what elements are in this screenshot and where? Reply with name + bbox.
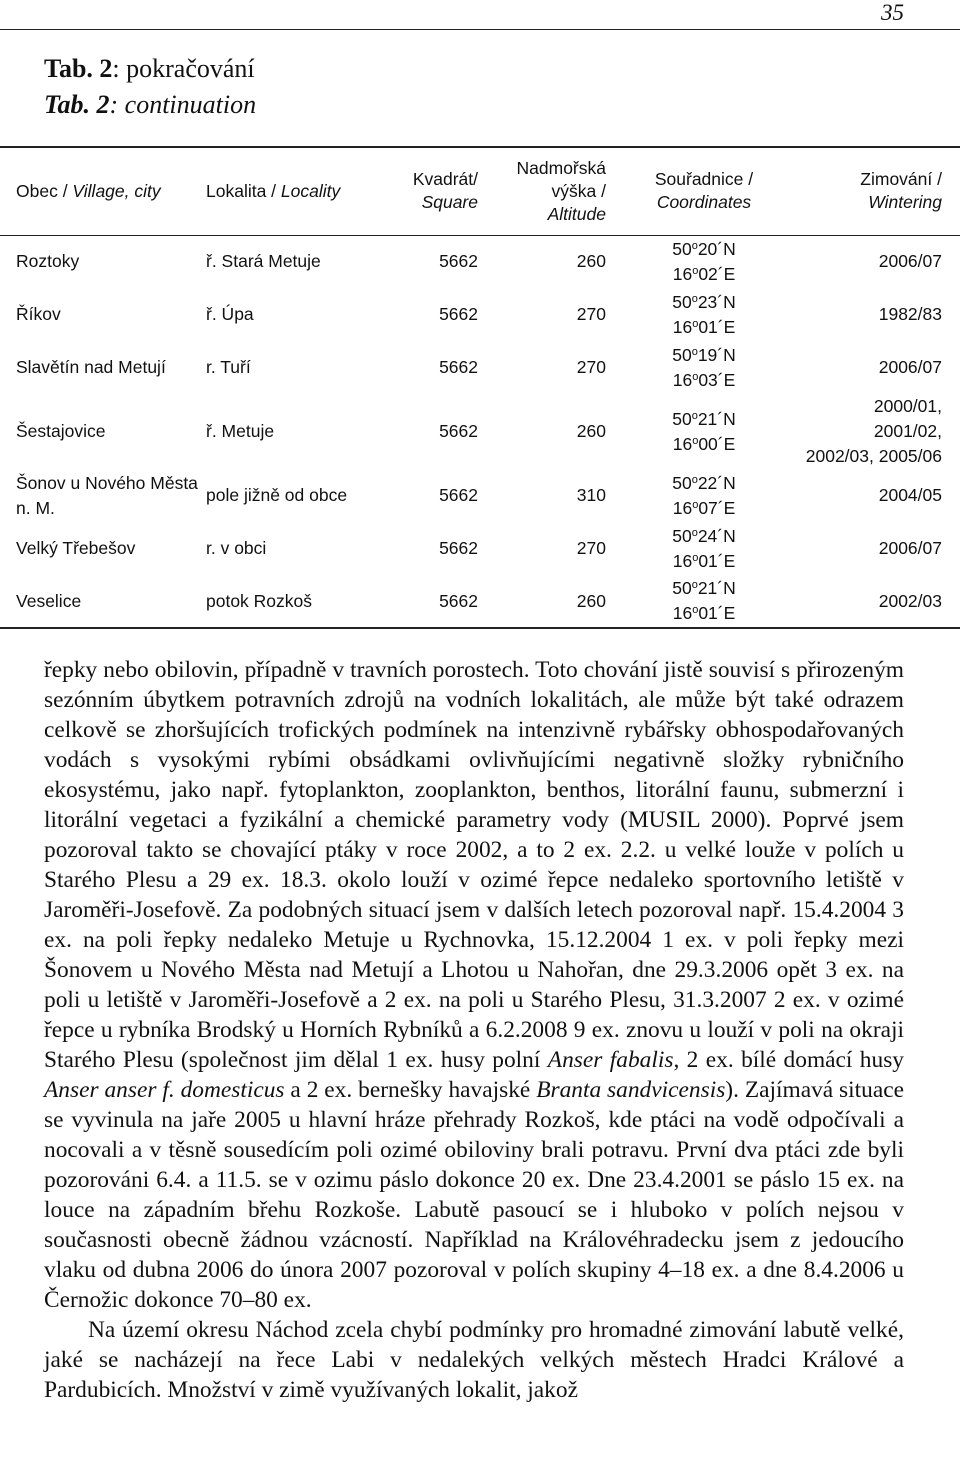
header-souradnice: Souřadnice / Coordinates [606,147,802,235]
cell-lokalita: ř. Stará Metuje [206,251,321,272]
page-number: 35 [881,0,904,25]
longitude: 16$^o$01´E [672,550,736,571]
latitude: 50$^o$24´N [672,525,736,546]
table-header-row [0,147,960,235]
wintering-sites-table [0,146,960,629]
cell-souradnice [606,235,802,288]
table-caption-en [44,90,256,120]
cell-zimovani: 1982/83 [878,304,942,324]
cell-souradnice [606,575,802,628]
cell-souradnice [606,469,802,522]
longitude: 16$^o$00´E [672,433,736,454]
header-obec: Obec / Village, city [0,147,206,235]
table-caption-cz-label: Tab. 2 [44,54,113,83]
table-caption-cz-text: : pokračování [112,54,255,83]
longitude: 16$^o$01´E [672,316,736,337]
table-row [0,575,960,628]
latitude: 50$^o$19´N [672,344,736,365]
table-row [0,469,960,522]
paragraph-1: řepky nebo obilovin, případně v travních porostech. Toto chování jistě souvisí s přirozeným sezónním úbytkem potravních zdrojů na vodních lokalitách, ale může být také odrazem celkově se zhoršujících trofických podmínek na intenzivně rybářsky obhospodařovaných vodách s vysokými rybími obsádkami ovlivňujícími negativně složky rybničního ekosystému, jako např. fytoplankton, zooplankton, benthos, litorální faunu, submerzní i litorální vegetaci a fyzikální a chemické parametry vody (MUSIL 2000). Poprvé jsem pozoroval takto se chovající ptáky v roce 2002, a to 2 ex. 2.2. u velké louže v polích u Starého Plesu a 29 ex. 18.3. okolo louží v ozimé řepce nedaleko sportovního letiště v Jaroměři-Josefově. Za podobných situací jsem v dalších letech pozoroval např. 15.4.2004 3 ex. na poli řepky nedaleko Metuje u Rychnovka, 15.12.2004 1 ex. v poli řepky mezi Šonovem u Nového Města nad Metují a Lhotou u Nahořan, dne 29.3.2006 opět 3 ex. na poli u letiště v Jaroměři-Josefově a 2 ex. na poli u Starého Plesu, 31.3.2007 2 ex. v ozimé řepce u rybníka Brodský u Horních Rybníků a 6.2.2008 9 ex. znovu u louží v poli na okraji Starého Plesu (společnost jim dělal 1 ex. husy polní Anser fabalis, 2 ex. bílé domácí husy Anser anser f. domesticus a 2 ex. bernešky havajské Branta sandvicensis). Zajímavá situace se vyvinula na jaře 2005 u hlavní hráze přehrady Rozkoš, kde ptáci na vodě odpočívali a nocovali a v těsně sousedícím poli ozimé obiloviny brali potravu. První dva ptáci zde byli pozorováni 6.4. a 11.5. se v ozimu páslo dokonce 20 ex. Dne 23.4.2001 se páslo 15 ex. na louce na západním břehu Rozkoše. Labutě pasoucí se i hluboko v polích nejsou v současnosti obecně žádnou vzácností. Například na Královéhradecku jsem z jedoucího vlaku od dubna 2006 do února 2007 pozoroval v polích skupiny 4–18 ex. a dne 8.4.2006 u Černožic dokonce 70–80 ex. [44,657,904,1313]
cell-obec: Roztoky [16,251,80,272]
cell-kvadrat: 5662 [439,357,478,377]
cell-zimovani: 2002/03 [802,575,960,628]
longitude: 16$^o$07´E [672,497,736,518]
latitude: 50$^o$21´N [672,408,736,429]
species-branta-sandvicensis: Branta sandvicensis [536,1077,726,1103]
cell-zimovani: 2004/05 [878,485,942,505]
cell-lokalita: r. Tuří [206,357,251,377]
cell-souradnice [606,522,802,575]
cell-lokalita: r. v obci [206,538,267,558]
cell-vyska: 270 [576,304,606,324]
cell-obec: Slavětín nad Metují [16,357,166,377]
header-kvadrat: Kvadrát/ Square [404,147,478,235]
cell-zimovani: 2006/07 [878,538,942,558]
cell-obec: Šestajovice [16,421,106,441]
longitude: 16$^o$03´E [672,369,736,390]
latitude: 50$^o$20´N [672,238,736,259]
cell-kvadrat: 5662 [439,304,478,324]
species-anser-domesticus: Anser anser f. domesticus [44,1077,285,1103]
table-caption-en-text: : continuation [109,90,257,119]
cell-souradnice [606,288,802,341]
article-body [44,655,904,1405]
cell-zimovani: 2006/07 [878,357,942,377]
longitude: 16$^o$01´E [672,603,736,623]
longitude: 16$^o$02´E [672,263,736,284]
cell-souradnice [606,394,802,469]
cell-vyska: 260 [478,575,606,628]
header-lokalita: Lokalita / Locality [206,147,404,235]
header-rule [0,29,960,30]
latitude: 50$^o$22´N [672,472,736,493]
cell-kvadrat: 5662 [439,538,478,558]
header-zimovani: Zimování / Wintering [802,147,960,235]
cell-zimovani: 2000/01, 2001/02, 2002/03, 2005/06 [805,396,942,466]
cell-vyska: 260 [576,421,606,441]
species-anser-fabalis: Anser fabalis [547,1047,674,1073]
cell-kvadrat: 5662 [439,485,478,505]
cell-lokalita: potok Rozkoš [206,575,404,628]
cell-obec: Šonov u Nového Města n. M. [16,472,198,518]
cell-zimovani: 2006/07 [878,251,942,272]
cell-vyska: 270 [576,357,606,377]
cell-lokalita: ř. Metuje [206,421,275,441]
cell-lokalita: pole jižně od obce [206,485,348,505]
table-row [0,288,960,341]
cell-lokalita: ř. Úpa [206,304,254,324]
table-body [0,235,960,628]
cell-vyska: 310 [576,485,606,505]
cell-obec: Veselice [0,575,206,628]
latitude: 50$^o$23´N [672,291,736,312]
table-caption-en-label: Tab. 2 [44,90,110,119]
header-vyska: Nadmořská výška / Altitude [478,147,606,235]
cell-kvadrat: 5662 [404,575,478,628]
cell-kvadrat: 5662 [439,251,478,272]
paragraph-2: Na území okresu Náchod zcela chybí podmínky pro hromadné zimování labutě velké, jaké se nacházejí na řece Labi v nedalekých velkých městech Hradci Králové a Pardubicích. Množství v zimě využívaných lokalit, jakož [44,1317,904,1403]
table-row [0,522,960,575]
cell-obec: Velký Třebešov [16,538,136,558]
table-caption-cz [44,54,255,84]
table-row [0,341,960,394]
cell-vyska: 260 [576,251,606,272]
table-row [0,394,960,469]
cell-kvadrat: 5662 [439,421,478,441]
cell-vyska: 270 [576,538,606,558]
cell-souradnice [606,341,802,394]
latitude: 50$^o$21´N [672,578,736,598]
cell-obec: Říkov [16,304,61,324]
table-row [0,235,960,288]
